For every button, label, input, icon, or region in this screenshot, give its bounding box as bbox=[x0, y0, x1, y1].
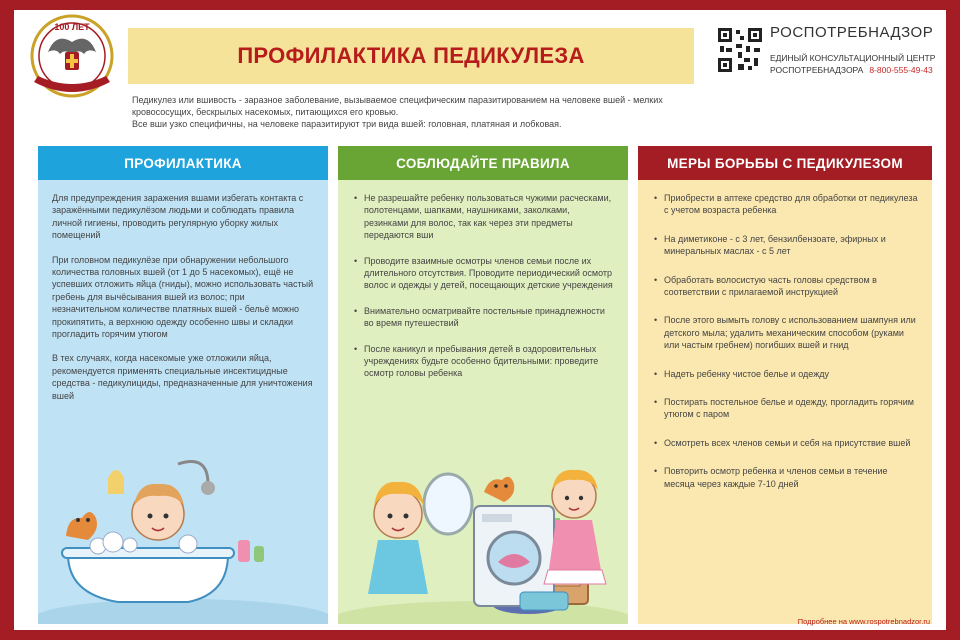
poster-body bbox=[14, 10, 946, 630]
org-name: РОСПОТРЕБНАДЗОР bbox=[770, 24, 934, 41]
rules-list-item: • После каникул и пребывания детей в оздоровительных учреждениях будьте особенно бдительными: проведите осмотр головы ребенка bbox=[352, 343, 614, 380]
intro-definition: Педикулез или вшивость - заразное заболевание, вызываемое специфическим паразитированием на человеке вшей - мелких кровососущих, бескрылых насекомых, питающихся его кровью. bbox=[132, 95, 663, 117]
rospotrebnadzor-emblem-icon bbox=[26, 12, 118, 98]
treatment-list bbox=[652, 192, 918, 490]
column-treatment bbox=[638, 146, 932, 624]
prevention-paragraph: В тех случаях, когда насекомые уже отложили яйца, рекомендуется применять специальные инсектицидные средства - педикулициды, предназначенные для уничтожения вшей bbox=[52, 353, 313, 401]
treatment-list-item: • Постирать постельное белье и одежду, прогладить горячим утюгом с паром bbox=[652, 396, 918, 421]
column-prevention bbox=[38, 146, 328, 624]
treatment-list-item: • Повторить осмотр ребенка и членов семьи в течение месяца через каждые 7-10 дней bbox=[652, 465, 918, 490]
page-title: ПРОФИЛАКТИКА ПЕДИКУЛЕЗА bbox=[237, 43, 585, 68]
qr-code-icon bbox=[716, 26, 764, 74]
intro-types: Все вши узко специфичны, на человеке паразитируют три вида вшей: головная, платяная и лобковая. bbox=[132, 119, 562, 129]
treatment-list-item: • Обработать волосистую часть головы средством в соответствии с прилагаемой инструкцией bbox=[652, 274, 918, 299]
column-treatment-body bbox=[638, 180, 932, 490]
column-rules-body bbox=[338, 180, 628, 380]
column-prevention-title: ПРОФИЛАКТИКА bbox=[38, 146, 328, 180]
laundry-girl-illustration bbox=[464, 446, 634, 616]
prevention-paragraph: Для предупреждения заражения вшами избегать контакта с заражёнными педикулёзом людьми и соблюдать правила личной гигиены, проводить регулярную уборку жилых помещений bbox=[52, 193, 304, 241]
footer-link[interactable]: Подробнее на www.rospotrebnadzor.ru bbox=[797, 617, 930, 626]
rules-list-item: • Внимательно осматривайте постельные принадлежности во время путешествий bbox=[352, 305, 614, 330]
emblem-text: 100 ЛЕТ bbox=[54, 22, 90, 32]
org-line-2: РОСПОТРЕБНАДЗОРА bbox=[770, 65, 864, 75]
rules-list-item: • Проводите взаимные осмотры членов семьи после их длительного отсутствия. Проводите периодический осмотр волос и одежды у детей, посещающих детские учреждения bbox=[352, 255, 614, 292]
rules-list-item: • Не разрешайте ребенку пользоваться чужими расческами, полотенцами, шапками, наушниками, заколками, резинками для волос, так как через эти предметы передаются вши bbox=[352, 192, 614, 242]
column-rules-title: СОБЛЮДАЙТЕ ПРАВИЛА bbox=[338, 146, 628, 180]
treatment-list-item: • Приобрести в аптеке средство для обработки от педикулеза с учетом возраста ребенка bbox=[652, 192, 918, 217]
hotline-phone: 8-800-555-49-43 bbox=[869, 65, 933, 75]
rules-list bbox=[352, 192, 614, 380]
bathing-child-illustration bbox=[38, 444, 328, 624]
org-line-1: ЕДИНЫЙ КОНСУЛЬТАЦИОННЫЙ ЦЕНТР bbox=[770, 53, 936, 63]
title-banner bbox=[128, 28, 694, 84]
prevention-paragraph: При головном педикулёзе при обнаружении небольшого количества головных вшей (от 1 до 5 насекомых), ещё не успевших отложить яйца (гниды), можно использовать частый гребень для вычёсывания вшей из волос; при незначительном количестве платяных вшей - бельё можно прокипятить, а верхнюю одежду особенно швы и складки прогладить горячим утюгом bbox=[52, 254, 314, 340]
treatment-list-item: • Надеть ребенку чистое белье и одежду bbox=[652, 368, 918, 380]
column-prevention-body bbox=[38, 180, 328, 402]
org-contact bbox=[770, 52, 935, 76]
treatment-list-item: • После этого вымыть голову с использованием шампуня или детского мыла; удалить механическим способом (руками или частым гребнем) погибших вшей и гнид bbox=[652, 314, 918, 351]
treatment-list-item: • На диметиконе - с 3 лет, бензилбензоате, эфирных и минеральных маслах - с 5 лет bbox=[652, 233, 918, 258]
treatment-list-item: • Осмотреть всех членов семьи и себя на присутствие вшей bbox=[652, 437, 918, 449]
intro-text bbox=[132, 94, 712, 130]
column-treatment-title: МЕРЫ БОРЬБЫ С ПЕДИКУЛЕЗОМ bbox=[638, 146, 932, 180]
